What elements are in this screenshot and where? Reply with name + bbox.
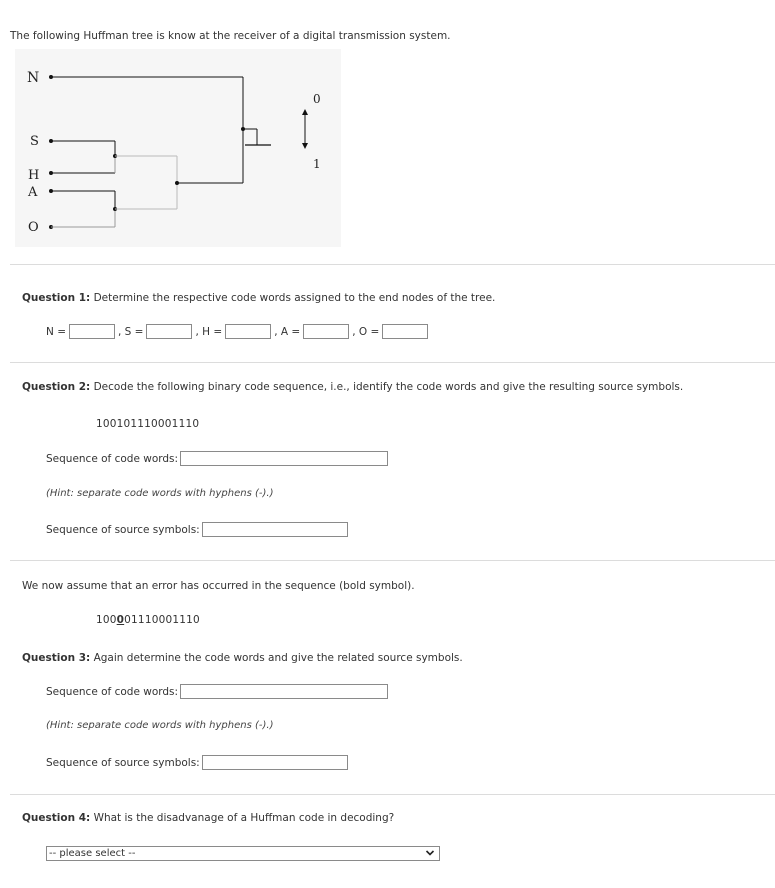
codeword-input-o[interactable] <box>382 324 428 339</box>
question-4-label: Question 4: <box>22 812 91 824</box>
intro-text: The following Huffman tree is know at the receiver of a digital transmission system. <box>10 30 451 42</box>
field-label-n: N = <box>46 325 66 338</box>
q2-hint: (Hint: separate code words with hyphens (-).) <box>46 488 274 499</box>
bit-label-top: 0 <box>313 92 321 106</box>
question-3-text: Again determine the code words and give the related source symbols. <box>90 652 463 664</box>
q3-codewords-input[interactable] <box>180 684 388 699</box>
field-label-s: , S = <box>118 325 144 338</box>
question-4 <box>22 812 394 824</box>
huffman-tree-diagram <box>15 49 341 247</box>
disadvantage-select[interactable] <box>46 846 440 861</box>
q2-symbols-row <box>46 522 348 537</box>
question-1-label: Question 1: <box>22 292 91 304</box>
codeword-input-h[interactable] <box>225 324 271 339</box>
bit-arrow-head-down <box>302 143 308 149</box>
q3-symbols-label: Sequence of source symbols: <box>46 756 200 769</box>
q2-symbols-input[interactable] <box>202 522 348 537</box>
separator <box>10 362 775 363</box>
q3-hint: (Hint: separate code words with hyphens (-).) <box>46 720 274 731</box>
field-label-a: , A = <box>274 325 301 338</box>
select-value: -- please select -- <box>49 848 136 859</box>
bit-label-bottom: 1 <box>313 157 321 171</box>
q2-codewords-input[interactable] <box>180 451 388 466</box>
bit-arrow-head-up <box>302 109 308 115</box>
error-binary-sequence <box>96 614 200 626</box>
question-3 <box>22 652 463 664</box>
field-label-h: , H = <box>195 325 223 338</box>
separator <box>10 794 775 795</box>
question-2-text: Decode the following binary code sequence, i.e., identify the code words and give the resulting source symbols. <box>90 381 684 393</box>
node-label-a: A <box>28 185 38 200</box>
q3-codewords-label: Sequence of code words: <box>46 685 179 698</box>
q3-codewords-row <box>46 684 388 699</box>
q2-codewords-row <box>46 451 388 466</box>
codeword-input-n[interactable] <box>69 324 115 339</box>
chevron-down-icon <box>425 848 435 863</box>
question-2 <box>22 381 683 393</box>
error-bold-symbol: 0 <box>116 614 125 626</box>
error-sequence-after: 01110001110 <box>124 614 200 626</box>
question-1 <box>22 292 495 304</box>
huffman-tree-figure <box>15 49 341 247</box>
question-1-text: Determine the respective code words assigned to the end nodes of the tree. <box>90 292 496 304</box>
q2-symbols-label: Sequence of source symbols: <box>46 523 200 536</box>
error-note: We now assume that an error has occurred in the sequence (bold symbol). <box>22 580 415 592</box>
codeword-fields-row <box>46 324 428 339</box>
separator <box>10 560 775 561</box>
question-4-text: What is the disadvanage of a Huffman code in decoding? <box>90 812 395 824</box>
q2-codewords-label: Sequence of code words: <box>46 452 179 465</box>
node-label-o: O <box>28 220 39 235</box>
codeword-input-a[interactable] <box>303 324 349 339</box>
codeword-input-s[interactable] <box>146 324 192 339</box>
node-label-h: H <box>28 168 40 183</box>
separator <box>10 264 775 265</box>
node-label-s: S <box>30 134 39 149</box>
question-3-label: Question 3: <box>22 652 91 664</box>
q3-symbols-input[interactable] <box>202 755 348 770</box>
field-label-o: , O = <box>352 325 380 338</box>
question-2-label: Question 2: <box>22 381 91 393</box>
binary-sequence: 100101110001110 <box>96 418 200 430</box>
q3-symbols-row <box>46 755 348 770</box>
error-sequence-before: 100 <box>96 614 117 626</box>
node-label-n: N <box>27 70 40 86</box>
